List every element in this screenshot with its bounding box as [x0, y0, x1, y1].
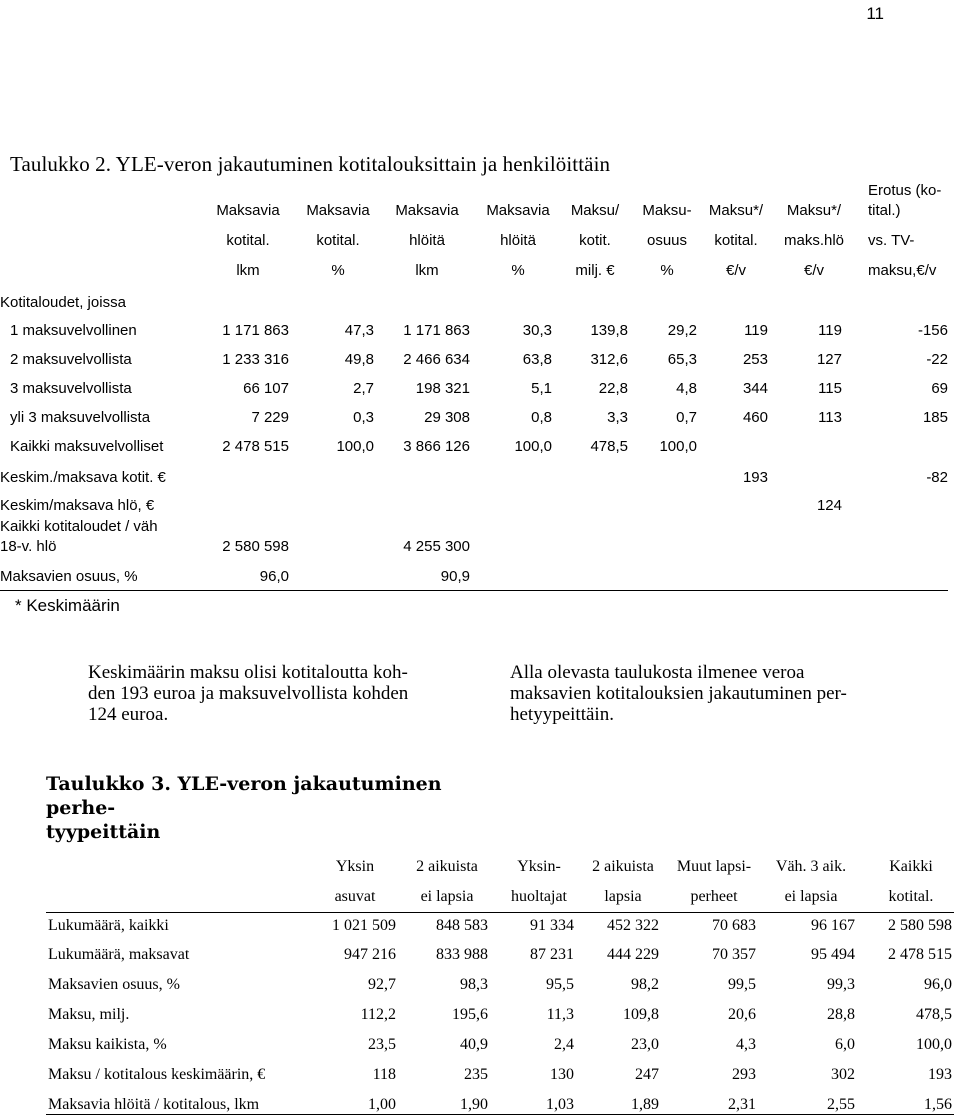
table3-header-cell: 2 aikuista	[592, 858, 654, 875]
text-right	[510, 662, 886, 725]
table2-header-cell: kotit.	[579, 232, 611, 249]
table3-cell: 947 216	[344, 946, 396, 963]
table2-cell: 312,6	[590, 351, 628, 368]
table3-cell: 11,3	[546, 1006, 574, 1023]
table3-cell: 4,3	[736, 1036, 756, 1053]
table3-cell: 833 988	[436, 946, 488, 963]
all-households-kotital: 2 580 598	[222, 538, 289, 555]
table2-header-cell: milj. €	[575, 262, 615, 279]
table3-cell: 444 229	[607, 946, 659, 963]
table2-header-cell: Maksavia	[486, 202, 550, 219]
table3-cell: 2,4	[554, 1036, 574, 1053]
text-left-line: Keskimäärin maksu olisi kotitaloutta koh-	[88, 662, 408, 683]
table2-cell: 100,0	[336, 438, 374, 455]
table3-cell: 247	[635, 1066, 659, 1083]
table2-cell: 119	[744, 322, 768, 339]
table2-header-cell: kotital.	[226, 232, 270, 249]
table3-cell: 70 357	[712, 946, 756, 963]
table2-header-cell: Maksu-	[642, 202, 692, 219]
all-households-hloita: 4 255 300	[403, 538, 470, 555]
table2-header-cell: hlöitä	[500, 232, 536, 249]
table2-cell: 2 478 515	[222, 438, 289, 455]
table2-bottom-rule	[0, 590, 948, 591]
table2-header-cell: Maksu*/	[708, 202, 764, 219]
table3-header-cell: Kaikki	[889, 858, 933, 875]
table3-cell: 1,00	[368, 1096, 396, 1113]
table2-header-cell: lkm	[236, 262, 260, 279]
table2-cell: -22	[926, 351, 948, 368]
table2-header-cell: maks.hlö	[783, 232, 845, 249]
table2-cell: 100,0	[659, 438, 697, 455]
table3-cell: 1,89	[631, 1096, 659, 1113]
table2-cell: 65,3	[667, 351, 697, 368]
table3-cell: 95,5	[546, 976, 574, 993]
table2-cell: 29 308	[424, 409, 470, 426]
table3-cell: 2,31	[728, 1096, 756, 1113]
table2-header-cell: maksu,€/v	[868, 262, 937, 279]
table2-header-cell: Maksavia	[395, 202, 459, 219]
table2-cell: 3 866 126	[403, 438, 470, 455]
table3-cell: 2 580 598	[888, 917, 952, 934]
table3-cell: 1,03	[546, 1096, 574, 1113]
table3-row-label: Maksavia hlöitä / kotitalous, lkm	[48, 1096, 260, 1113]
table2-cell: 47,3	[344, 322, 374, 339]
table3-header-cell: kotital.	[888, 888, 934, 905]
table2-row-label: Kaikki maksuvelvolliset	[10, 438, 164, 455]
table2-cell: 1 171 863	[403, 322, 470, 339]
table2-header-cell: €/v	[725, 262, 746, 279]
table2-row-label: yli 3 maksuvelvollista	[10, 409, 151, 426]
table2-cell: 2 466 634	[403, 351, 470, 368]
table3-cell: 1 021 509	[332, 917, 396, 934]
table3-title-line: tyypeittäin	[46, 821, 161, 843]
erotus-header-top: Erotus (ko-	[868, 182, 942, 199]
table3-cell: 302	[831, 1066, 855, 1083]
table3-cell: 100,0	[916, 1036, 952, 1053]
table3-cell: 112,2	[360, 1006, 396, 1023]
table3-title	[46, 772, 466, 844]
table3-cell: 2,55	[827, 1096, 855, 1113]
table3-header-cell: ei lapsia	[784, 888, 838, 905]
table2-cell: 49,8	[344, 351, 374, 368]
table3-cell: 99,3	[827, 976, 855, 993]
table2-cell: 69	[931, 380, 948, 397]
table2-cell: 478,5	[590, 438, 628, 455]
table2-cell: -156	[917, 322, 948, 339]
table3-header-cell: Yksin-	[517, 858, 561, 875]
table2-cell: 198 321	[415, 380, 470, 397]
table2-cell: 4,8	[676, 380, 697, 397]
table3-header-rule	[46, 912, 954, 913]
avg-household-diff: -82	[926, 469, 948, 486]
table2-header-cell: vs. TV-	[868, 232, 915, 249]
table3-cell: 118	[372, 1066, 396, 1083]
table2-header-cell: kotital.	[316, 232, 360, 249]
table3-cell: 195,6	[452, 1006, 488, 1023]
avg-person-label: Keskim/maksava hlö, €	[0, 497, 155, 514]
text-right-line: maksavien kotitalouksien jakautuminen per-	[510, 683, 847, 704]
table3-cell: 1,90	[460, 1096, 488, 1113]
table3-header-cell: huoltajat	[511, 888, 567, 905]
table3-cell: 2 478 515	[888, 946, 952, 963]
table2-cell: 3,3	[607, 409, 628, 426]
all-households-label: Kaikki kotitaloudet / väh	[0, 518, 158, 535]
share-kotital: 96,0	[259, 568, 289, 585]
table3-cell: 23,5	[368, 1036, 396, 1053]
table3-header-cell: Väh. 3 aik.	[775, 858, 847, 875]
table2-header-cell: %	[331, 262, 345, 279]
page-number: 11	[866, 4, 884, 23]
avg-household-value: 193	[742, 469, 768, 486]
table2-header-cell: Maksu/	[570, 202, 620, 219]
table2-header-cell: Maksavia	[306, 202, 370, 219]
table3-cell: 20,6	[728, 1006, 756, 1023]
table2-header-cell: %	[660, 262, 674, 279]
table3-row-label: Lukumäärä, kaikki	[48, 917, 169, 934]
table2-header-cell: kotital.	[714, 232, 758, 249]
table3-cell: 98,3	[460, 976, 488, 993]
all-households-label: 18-v. hlö	[0, 538, 57, 555]
table3-cell: 109,8	[623, 1006, 659, 1023]
table3-cell: 96 167	[811, 917, 855, 934]
table2-cell: 1 171 863	[222, 322, 289, 339]
table2-cell: 0,3	[353, 409, 374, 426]
table3-cell: 87 231	[530, 946, 574, 963]
table3-cell: 98,2	[631, 976, 659, 993]
table2-cell: 30,3	[522, 322, 552, 339]
table3-cell: 130	[550, 1066, 574, 1083]
avg-person-value: 124	[816, 497, 842, 514]
table3-cell: 235	[464, 1066, 488, 1083]
table2-header-cell: €/v	[803, 262, 824, 279]
table3-cell: 6,0	[835, 1036, 855, 1053]
table2-header-cell: tital.)	[868, 202, 901, 219]
table3-header-cell: Muut lapsi-	[676, 858, 752, 875]
table3-row-label: Maksu kaikista, %	[48, 1036, 167, 1053]
table3-title-line: Taulukko 3. YLE-veron jakautuminen perhe-	[46, 773, 442, 819]
table3-cell: 848 583	[436, 917, 488, 934]
table2-row-label: 2 maksuvelvollista	[10, 351, 132, 368]
table3-header-cell: ei lapsia	[420, 888, 474, 905]
table2-cell: 1 233 316	[222, 351, 289, 368]
table3-cell: 95 494	[811, 946, 855, 963]
table3-row-label: Maksavien osuus, %	[48, 976, 180, 993]
table2-cell: 115	[818, 380, 842, 397]
table2-header-cell: osuus	[646, 232, 688, 249]
table3-cell: 193	[928, 1066, 952, 1083]
table2-cell: 185	[922, 409, 948, 426]
table2-cell: 253	[742, 351, 768, 368]
text-left-line: den 193 euroa ja maksuvelvollista kohden	[88, 683, 409, 704]
table3-header-cell: Yksin	[335, 858, 375, 875]
table3-cell: 91 334	[530, 917, 574, 934]
table2-cell: 0,8	[531, 409, 552, 426]
footnote: * Keskimäärin	[15, 596, 120, 615]
table2-cell: 344	[742, 380, 768, 397]
table2-cell: 66 107	[243, 380, 289, 397]
table3-cell: 28,8	[827, 1006, 855, 1023]
table2-header-cell: Maksavia	[216, 202, 280, 219]
table2-cell: 0,7	[676, 409, 697, 426]
table2-header-cell: lkm	[415, 262, 439, 279]
table3-cell: 92,7	[368, 976, 396, 993]
share-label: Maksavien osuus, %	[0, 568, 138, 585]
table3-row-label: Lukumäärä, maksavat	[48, 946, 190, 963]
table3-cell: 23,0	[631, 1036, 659, 1053]
table2-cell: 139,8	[590, 322, 628, 339]
table2-cell: 7 229	[251, 409, 289, 426]
table3-header-cell: 2 aikuista	[416, 858, 478, 875]
table2-cell: 5,1	[531, 380, 552, 397]
table2-cell: 63,8	[522, 351, 552, 368]
table3-cell: 293	[732, 1066, 756, 1083]
table2-header-cell: Maksu*/	[786, 202, 842, 219]
table3-cell: 40,9	[460, 1036, 488, 1053]
table3-row-label: Maksu, milj.	[48, 1006, 130, 1023]
avg-household-label: Keskim./maksava kotit. €	[0, 469, 166, 486]
text-right-line: Alla olevasta taulukosta ilmenee veroa	[510, 662, 805, 683]
text-right-line: hetyypeittäin.	[510, 704, 614, 725]
table2-cell: 22,8	[598, 380, 628, 397]
table2-cell: 2,7	[353, 380, 374, 397]
table2-cell: 460	[742, 409, 768, 426]
table3-header-cell: lapsia	[604, 888, 642, 905]
text-left-line: 124 euroa.	[88, 704, 169, 725]
table2-row-label: 1 maksuvelvollinen	[10, 322, 137, 339]
table3-cell: 1,56	[924, 1096, 952, 1113]
table3-cell: 452 322	[607, 917, 659, 934]
table3-header-cell: perheet	[690, 888, 738, 905]
section-label: Kotitaloudet, joissa	[0, 294, 126, 311]
table3-row-label: Maksu / kotitalous keskimäärin, €	[48, 1066, 266, 1083]
share-hloita: 90,9	[440, 568, 470, 585]
table2-cell: 113	[818, 409, 842, 426]
table2-cell: 100,0	[514, 438, 552, 455]
table3-header-cell: asuvat	[334, 888, 376, 905]
table3-cell: 478,5	[916, 1006, 952, 1023]
table2-cell: 127	[816, 351, 842, 368]
table3-cell: 99,5	[728, 976, 756, 993]
table2-row-label: 3 maksuvelvollista	[10, 380, 132, 397]
table3-cell: 70 683	[712, 917, 756, 934]
text-left	[88, 662, 460, 725]
table2-title: Taulukko 2. YLE-veron jakautuminen kotitalouksittain ja henkilöittäin	[10, 152, 611, 176]
table3-bottom-rule	[46, 1114, 954, 1115]
table2-cell: 29,2	[667, 322, 697, 339]
table2-header-cell: hlöitä	[409, 232, 445, 249]
table3-cell: 96,0	[924, 976, 952, 993]
table2-header-cell: %	[511, 262, 525, 279]
table2-cell: 119	[818, 322, 842, 339]
